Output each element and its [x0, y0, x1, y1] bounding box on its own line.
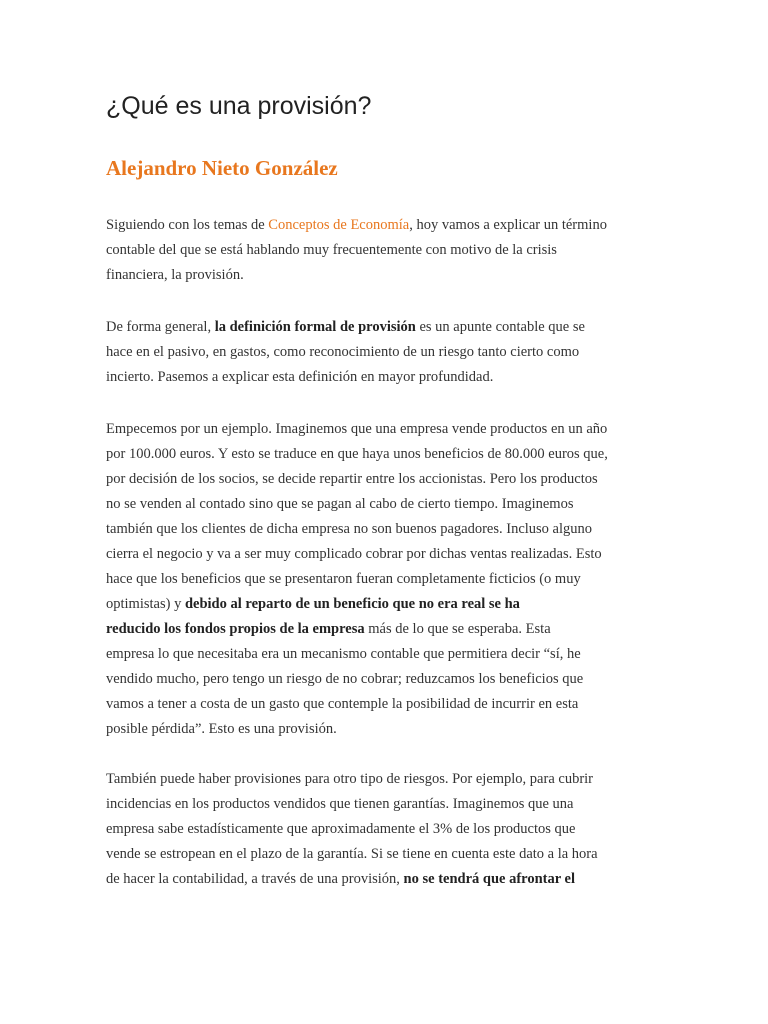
text-run: más de lo que se esperaba. Esta: [364, 621, 551, 637]
text-line: empresa sabe estadísticamente que aproximadamente el 3% de los productos que: [106, 821, 576, 837]
text-line: [106, 315, 666, 340]
text-line: hace que los beneficios que se presentaron fueran completamente ficticios (o muy: [106, 571, 581, 587]
text-run: de hacer la contabilidad, a través de una provisión,: [106, 871, 404, 887]
text-line: incidencias en los productos vendidos que tienen garantías. Imaginemos que una: [106, 796, 574, 812]
paragraph-example: [106, 417, 666, 742]
bold-text: reducido los fondos propios de la empresa: [106, 621, 365, 637]
bold-text: no se tendrá que afrontar el: [403, 871, 575, 887]
text-line: por 100.000 euros. Y esto se traduce en que haya unos beneficios de 80.000 euros que,: [106, 446, 608, 462]
paragraph-definition: [106, 315, 666, 390]
paragraph-guarantees: [106, 767, 666, 892]
text-line: hace en el pasivo, en gastos, como reconocimiento de un riesgo tanto cierto como: [106, 344, 580, 360]
text-run: optimistas) y: [106, 596, 185, 612]
text-line: También puede haber provisiones para otro tipo de riesgos. Por ejemplo, para cubrir: [106, 771, 594, 787]
text-line: [106, 867, 666, 892]
text-line: vendido mucho, pero tengo un riesgo de no cobrar; reduzcamos los beneficios que: [106, 671, 584, 687]
text-line: Empecemos por un ejemplo. Imaginemos que una empresa vende productos en un año: [106, 421, 608, 437]
text-line: empresa lo que necesitaba era un mecanismo contable que permitiera decir “sí, he: [106, 646, 581, 662]
article-title: ¿Qué es una provisión?: [106, 92, 372, 120]
text-line: incierto. Pasemos a explicar esta definición en mayor profundidad.: [106, 369, 494, 385]
text-line: contable del que se está hablando muy frecuentemente con motivo de la crisis: [106, 242, 557, 258]
conceptos-economia-link[interactable]: Conceptos de Economía: [268, 217, 410, 233]
text-line: financiera, la provisión.: [106, 267, 244, 283]
text-line: cierra el negocio y va a ser muy complicado cobrar por dichas ventas realizadas. Esto: [106, 546, 602, 562]
text-run: , hoy vamos a explicar un término: [409, 217, 607, 233]
text-line: vamos a tener a costa de un gasto que contemple la posibilidad de incurrir en esta: [106, 696, 579, 712]
article-author: Alejandro Nieto González: [106, 156, 338, 180]
text-line: también que los clientes de dicha empresa no son buenos pagadores. Incluso alguno: [106, 521, 593, 537]
text-run: De forma general,: [106, 319, 215, 335]
bold-text: debido al reparto de un beneficio que no era real se ha: [184, 596, 520, 612]
text-line: [106, 213, 666, 238]
text-line: [106, 617, 666, 642]
text-line: no se venden al contado sino que se pagan al cabo de cierto tiempo. Imaginemos: [106, 496, 574, 512]
text-run: es un apunte contable que se: [415, 319, 585, 335]
text-line: vende se estropean en el plazo de la garantía. Si se tiene en cuenta este dato a la hora: [106, 846, 598, 862]
text-run: Siguiendo con los temas de: [106, 217, 269, 233]
text-line: [106, 592, 666, 617]
text-line: posible pérdida”. Esto es una provisión.: [106, 721, 337, 737]
paragraph-intro: [106, 213, 666, 288]
text-line: por decisión de los socios, se decide repartir entre los accionistas. Pero los productos: [106, 471, 598, 487]
bold-text: la definición formal de provisión: [214, 319, 416, 335]
